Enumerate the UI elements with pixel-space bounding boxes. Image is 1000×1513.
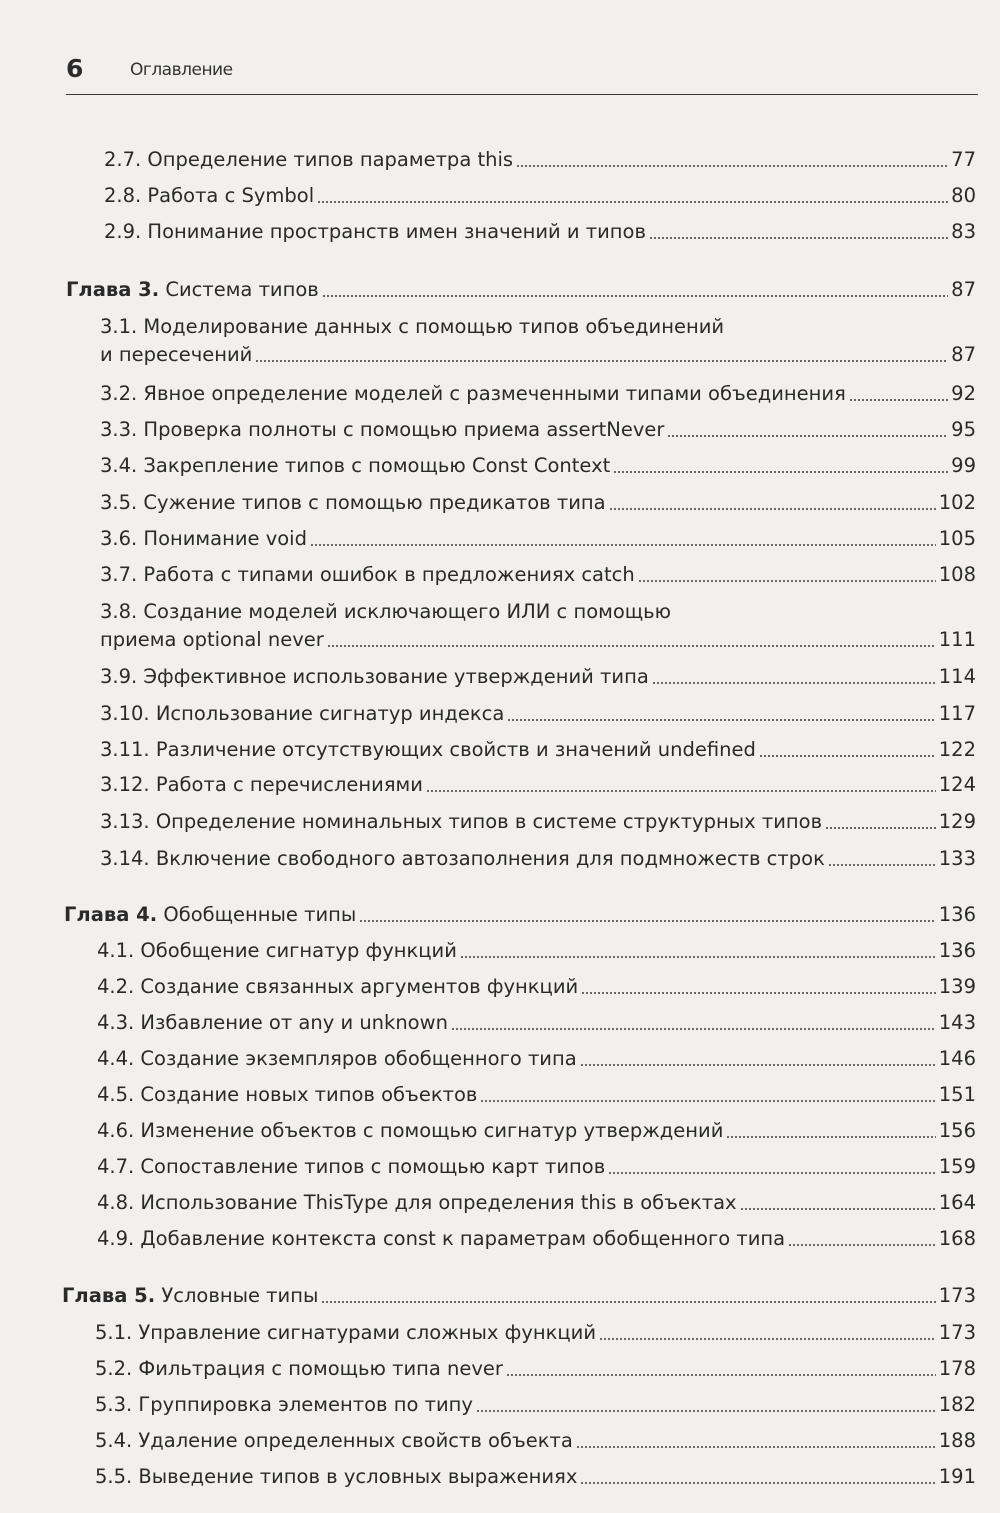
toc-entry	[97, 1153, 976, 1181]
dot-leader	[506, 1374, 936, 1376]
dot-leader	[480, 1100, 935, 1102]
toc-page-number: 77	[951, 148, 976, 171]
toc-page-number: 105	[938, 527, 976, 550]
toc-title-text: 3.11. Различение отсутствующих свойств и значений undefined	[100, 738, 756, 761]
dot-leader	[652, 682, 936, 684]
toc-entry-title	[64, 901, 356, 929]
toc-page-number: 191	[938, 1465, 976, 1488]
toc-page-number: 117	[938, 702, 976, 725]
dot-leader	[580, 1482, 935, 1484]
dot-leader	[327, 645, 936, 647]
toc-title-text: 4.3. Избавление от any и unknown	[97, 1011, 448, 1034]
toc-page-number: 87	[951, 278, 976, 301]
toc-entry	[97, 1081, 976, 1109]
dot-leader	[638, 580, 936, 582]
toc-title-text: 3.6. Понимание void	[100, 527, 307, 550]
toc-entry	[95, 1319, 976, 1347]
dot-leader	[613, 471, 948, 473]
dot-leader	[649, 237, 948, 239]
dot-leader	[321, 1301, 935, 1303]
toc-title-text: 4.7. Сопоставление типов с помощью карт типов	[97, 1155, 606, 1178]
toc-entry-title	[100, 663, 649, 691]
toc-title-text: 3.4. Закрепление типов с помощью Const Context	[100, 454, 611, 477]
toc-entry	[100, 808, 976, 836]
dot-leader	[726, 1136, 935, 1138]
chapter-label: Глава 5.	[62, 1284, 156, 1307]
toc-title-text: 5.5. Выведение типов в условных выражениях	[95, 1465, 578, 1488]
dot-leader	[460, 956, 936, 958]
toc-entry-title	[100, 808, 822, 836]
toc-chapter-entry	[64, 901, 976, 929]
toc-entry	[100, 700, 976, 728]
toc-title-text: Система типов	[159, 278, 319, 301]
toc-entry	[100, 525, 976, 553]
toc-entry-title	[100, 489, 606, 517]
dot-leader	[317, 201, 948, 203]
toc-entry	[100, 313, 976, 369]
toc-title-text: 4.5. Создание новых типов объектов	[97, 1083, 478, 1106]
toc-entry-title	[95, 1355, 503, 1383]
toc-page-number: 122	[938, 738, 976, 761]
dot-leader	[516, 165, 948, 167]
toc-entry-title	[100, 561, 635, 589]
toc-entry	[100, 736, 976, 764]
toc-title-text: 4.1. Обобщение сигнатур функций	[97, 939, 457, 962]
dot-leader	[599, 1338, 936, 1340]
toc-title-text: 4.4. Создание экземпляров обобщенного типа	[97, 1047, 577, 1070]
toc-entry-title	[100, 525, 307, 553]
toc-title-text: 3.9. Эффективное использование утверждений типа	[100, 665, 649, 688]
toc-entry	[100, 845, 976, 873]
toc-entry-title	[97, 973, 578, 1001]
toc-entry-title-first-line: 3.1. Моделирование данных с помощью типов объединений	[100, 315, 725, 338]
toc-entry-title	[97, 937, 457, 965]
toc-entry	[97, 937, 976, 965]
toc-entry-title	[100, 771, 423, 799]
toc-title-text: 3.3. Проверка полноты с помощью приема assertNever	[100, 418, 665, 441]
dot-leader	[310, 544, 936, 546]
dot-leader	[667, 435, 948, 437]
toc-entry-title	[100, 845, 825, 873]
toc-page-number: 108	[938, 563, 976, 586]
toc-entry	[104, 182, 976, 210]
toc-entry-title	[97, 1045, 577, 1073]
toc-entry	[100, 771, 976, 799]
toc-entry	[97, 1225, 976, 1253]
toc-title-text: Условные типы	[155, 1284, 319, 1307]
toc-entry	[100, 380, 976, 408]
toc-title-text: 3.2. Явное определение моделей с размеченными типами объединения	[100, 382, 846, 405]
toc-page-number: 139	[938, 975, 976, 998]
toc-page-number: 173	[938, 1321, 976, 1344]
toc-page-number: 99	[951, 454, 976, 477]
toc-page-number: 102	[938, 491, 976, 514]
dot-leader	[828, 864, 936, 866]
dot-leader	[825, 827, 936, 829]
toc-page-number: 156	[938, 1119, 976, 1142]
toc-chapter-entry	[66, 276, 976, 304]
toc-entry-title	[97, 1009, 448, 1037]
toc-title-text: 4.2. Создание связанных аргументов функций	[97, 975, 579, 998]
toc-entry-title	[100, 700, 504, 728]
toc-page-number: 164	[938, 1191, 976, 1214]
toc-page-number: 129	[938, 810, 976, 833]
toc-entry-title	[95, 1319, 596, 1347]
toc-entry-title	[95, 1463, 577, 1491]
toc-entry-title	[104, 146, 513, 174]
toc-entry	[100, 489, 976, 517]
toc-title-text: 4.6. Изменение объектов с помощью сигнатур утверждений	[97, 1119, 724, 1142]
toc-title-text: 4.8. Использование ThisType для определения this в объектах	[97, 1191, 737, 1214]
toc-page-number: 83	[951, 220, 976, 243]
toc-page-number: 143	[938, 1011, 976, 1034]
dot-leader	[255, 360, 948, 362]
toc-entry-title	[100, 452, 610, 480]
toc-entry-title	[100, 416, 664, 444]
toc-title-text: приема optional never	[100, 628, 324, 651]
toc-page-number: 133	[938, 847, 976, 870]
toc-page-number: 111	[938, 628, 976, 651]
toc-entry-title	[97, 1117, 723, 1145]
toc-entry-title	[100, 380, 846, 408]
dot-leader	[788, 1244, 936, 1246]
toc-title-text: 3.13. Определение номинальных типов в системе структурных типов	[100, 810, 823, 833]
toc-title-text: 4.9. Добавление контекста const к параметрам обобщенного типа	[97, 1227, 786, 1250]
toc-entry-title	[97, 1225, 785, 1253]
toc-entry-title	[95, 1391, 473, 1419]
toc-page-number: 159	[938, 1155, 976, 1178]
running-title: Оглавление	[130, 60, 233, 80]
toc-page-number: 114	[938, 665, 976, 688]
toc-entry	[100, 598, 976, 654]
dot-leader	[581, 992, 936, 994]
dot-leader	[849, 399, 948, 401]
toc-entry	[95, 1391, 976, 1419]
toc-page-number: 173	[938, 1284, 976, 1307]
toc-page-number: 95	[951, 418, 976, 441]
toc-title-text: 5.4. Удаление определенных свойств объекта	[95, 1429, 573, 1452]
toc-entry	[100, 561, 976, 589]
dot-leader	[608, 1172, 936, 1174]
toc-page-number: 87	[951, 343, 976, 366]
toc-title-text: 3.5. Сужение типов с помощью предикатов типа	[100, 491, 606, 514]
dot-leader	[507, 719, 935, 721]
toc-page-number: 136	[938, 939, 976, 962]
dot-leader	[759, 755, 936, 757]
dot-leader	[451, 1028, 936, 1030]
toc-entry-title	[100, 736, 756, 764]
toc-entry	[97, 1117, 976, 1145]
toc-page-number: 178	[938, 1357, 976, 1380]
toc-page-number: 80	[951, 184, 976, 207]
chapter-label: Глава 4.	[64, 903, 158, 926]
toc-entry-title	[95, 1427, 573, 1455]
toc-page-number: 182	[938, 1393, 976, 1416]
toc-title-text: 3.12. Работа с перечислениями	[100, 773, 423, 796]
toc-entry	[100, 416, 976, 444]
dot-leader	[322, 295, 948, 297]
toc-entry-title	[100, 626, 324, 654]
toc-entry-title	[97, 1189, 737, 1217]
toc-entry	[100, 663, 976, 691]
toc-entry	[104, 218, 976, 246]
toc-page-number: 151	[938, 1083, 976, 1106]
toc-entry-title	[100, 341, 252, 369]
dot-leader	[476, 1410, 936, 1412]
toc-entry-title	[62, 1282, 318, 1310]
chapter-label: Глава 3.	[66, 278, 160, 301]
toc-entry	[97, 973, 976, 1001]
toc-title-text: 5.3. Группировка элементов по типу	[95, 1393, 473, 1416]
toc-title-text: Обобщенные типы	[157, 903, 357, 926]
page-number: 6	[66, 54, 84, 83]
toc-page-number: 188	[938, 1429, 976, 1452]
toc-title-text: 3.7. Работа с типами ошибок в предложениях catch	[100, 563, 635, 586]
toc-entry-title-first-line: 3.8. Создание моделей исключающего ИЛИ с помощью	[100, 600, 672, 623]
toc-entry	[104, 146, 976, 174]
toc-entry	[97, 1189, 976, 1217]
dot-leader	[359, 920, 935, 922]
dot-leader	[740, 1208, 936, 1210]
toc-entry-title	[97, 1081, 477, 1109]
toc-entry-title	[104, 182, 314, 210]
dot-leader	[609, 508, 936, 510]
toc-title-text: и пересечений	[100, 343, 253, 366]
toc-entry-title	[104, 218, 646, 246]
toc-title-text: 5.2. Фильтрация с помощью типа never	[95, 1357, 503, 1380]
toc-page-number: 146	[938, 1047, 976, 1070]
toc-title-text: 2.8. Работа с Symbol	[104, 184, 315, 207]
toc-page-number: 124	[938, 773, 976, 796]
toc-entry	[95, 1355, 976, 1383]
toc-page-number: 92	[951, 382, 976, 405]
toc-entry	[100, 452, 976, 480]
toc-title-text: 3.14. Включение свободного автозаполнения для подмножеств строк	[100, 847, 825, 870]
toc-entry-title	[97, 1153, 605, 1181]
toc-entry	[95, 1463, 976, 1491]
toc-entry	[97, 1045, 976, 1073]
dot-leader	[580, 1064, 936, 1066]
dot-leader	[426, 790, 936, 792]
toc-page-number: 168	[938, 1227, 976, 1250]
toc-entry	[97, 1009, 976, 1037]
toc-title-text: 3.10. Использование сигнатур индекса	[100, 702, 505, 725]
toc-title-text: 5.1. Управление сигнатурами сложных функций	[95, 1321, 597, 1344]
toc-chapter-entry	[62, 1282, 976, 1310]
dot-leader	[576, 1446, 936, 1448]
toc-page-number: 136	[938, 903, 976, 926]
toc-entry-title	[66, 276, 319, 304]
toc-title-text: 2.7. Определение типов параметра this	[104, 148, 514, 171]
toc-title-text: 2.9. Понимание пространств имен значений и типов	[104, 220, 646, 243]
toc-entry	[95, 1427, 976, 1455]
